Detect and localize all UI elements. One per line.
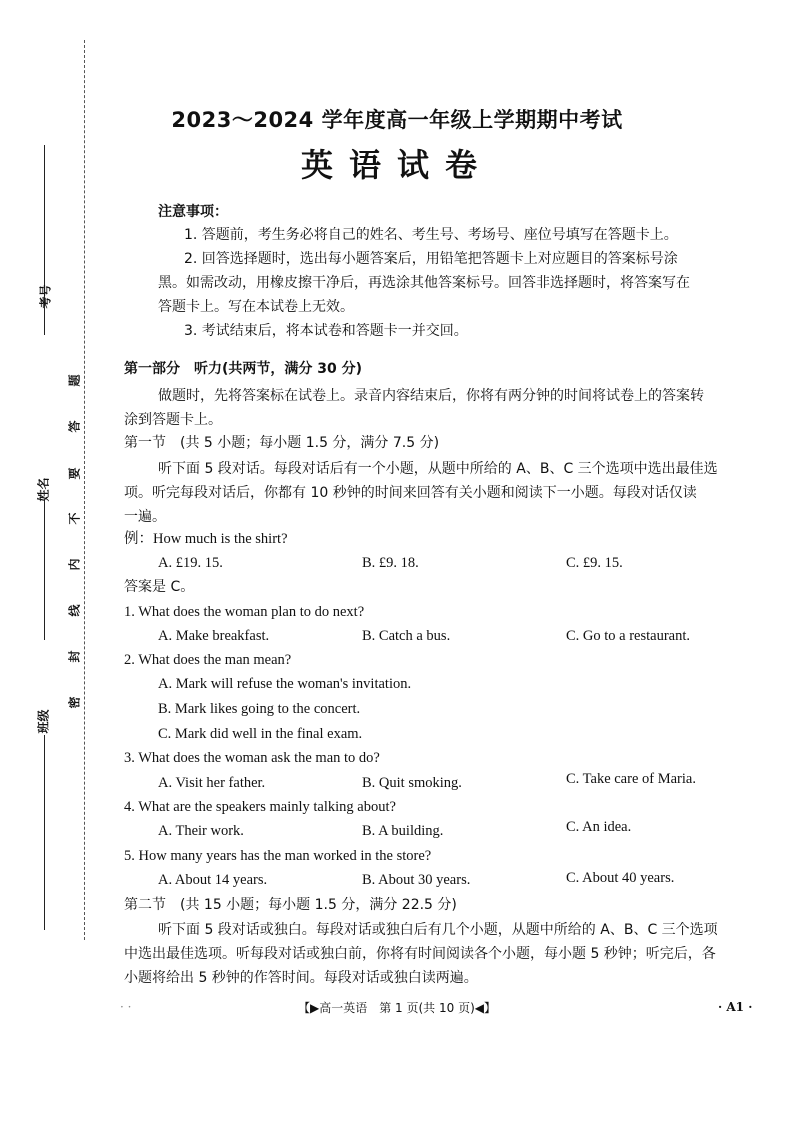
example-answer: 答案是 C。 [124,579,195,595]
seal-char: 答 [67,420,82,433]
binding-line-bottom [44,735,45,930]
question-4: 4. What are the speakers mainly talking about? [124,799,396,815]
example-question: 例：How much is the shirt? [124,531,288,547]
question-2-option-b: B. Mark likes going to the concert. [158,701,361,717]
question-1-option-c: C. Go to a restaurant. [566,628,691,644]
notes-heading: 注意事项： [158,204,228,220]
section2-intro-cont: 小题将给出 5 秒钟的作答时间。每段对话或独白读两遍。 [124,970,478,986]
xingming-label: 姓名 [36,477,51,502]
paper-code: · A1 · [718,1000,753,1014]
question-3-option-b: B. Quit smoking. [362,775,462,791]
section2-intro: 听下面 5 段对话或独白。每段对话或独白后有几个小题，从题中所给的 A、B、C 三个选项 [158,922,718,938]
question-2-option-a: A. Mark will refuse the woman's invitation. [158,676,412,692]
notes-item-2-cont: 黑。如需改动，用橡皮擦干净后，再选涂其他答案标号。回答非选择题时，将答案写在 [158,275,690,291]
question-2: 2. What does the man mean? [124,652,292,668]
notes-item-1: 1. 答题前，考生务必将自己的姓名、考生号、考场号、座位号填写在答题卡上。 [184,227,678,243]
part1-intro: 做题时，先将答案标在试卷上。录音内容结束后，你将有两分钟的时间将试卷上的答案转 [158,388,704,404]
notes-item-2-cont: 答题卡上。写在本试卷上无效。 [158,299,354,315]
section1-intro-cont: 一遍。 [124,509,166,525]
question-1: 1. What does the woman plan to do next? [124,604,365,620]
binding-line-middle [44,500,45,640]
exam-subject-title: 英语试卷 [300,146,493,184]
example-option-a: A. £19. 15. [158,555,223,571]
question-5-option-a: A. About 14 years. [158,872,268,888]
section1-intro-cont: 项。听完每段对话后，你都有 10 秒钟的时间来回答有关小题和阅读下一小题。每段对话仅读 [124,485,697,501]
question-1-option-a: A. Make breakfast. [158,628,270,644]
seal-char: 封 [67,650,82,663]
section1-intro: 听下面 5 段对话。每段对话后有一个小题，从题中所给的 A、B、C 三个选项中选出最佳选 [158,461,718,477]
notes-item-2: 2. 回答选择题时，选出每小题答案后，用铅笔把答题卡上对应题目的答案标号涂 [184,251,678,267]
kaohao-label: 考号 [38,284,53,309]
seal-char: 要 [67,467,82,480]
part1-intro-cont: 涂到答题卡上。 [124,412,222,428]
question-4-option-b: B. A building. [362,823,444,839]
question-3-option-c: C. Take care of Maria. [566,771,696,787]
question-4-option-c: C. An idea. [566,819,632,835]
section1-heading: 第一节 (共 5 小题；每小题 1.5 分，满分 7.5 分) [124,435,440,451]
footer-left-mark: · · [120,1000,132,1014]
question-3-option-a: A. Visit her father. [158,775,266,791]
page-footer: 【▶高一英语 第 1 页(共 10 页)◀】 [298,1001,496,1015]
part1-heading: 第一部分 听力(共两节，满分 30 分) [124,361,363,377]
question-5: 5. How many years has the man worked in the store? [124,848,432,864]
question-2-option-c: C. Mark did well in the final exam. [158,726,363,742]
seal-char: 题 [67,374,82,387]
question-5-option-b: B. About 30 years. [362,872,471,888]
seal-char: 不 [67,512,82,525]
seal-char: 密 [67,696,82,709]
exam-title: 2023～2024 学年度高一年级上学期期中考试 [171,108,623,132]
banji-label: 班级 [36,709,51,734]
section2-intro-cont: 中选出最佳选项。听每段对话或独白前，你将有时间阅读各个小题，每小题 5 秒钟；听完后，各 [124,946,716,962]
seal-char: 线 [67,604,82,617]
notes-item-3: 3. 考试结束后，将本试卷和答题卡一并交回。 [184,323,468,339]
question-3: 3. What does the woman ask the man to do? [124,750,380,766]
seal-char: 内 [67,558,82,571]
example-option-c: C. £9. 15. [566,555,623,571]
example-option-b: B. £9. 18. [362,555,419,571]
question-4-option-a: A. Their work. [158,823,244,839]
question-1-option-b: B. Catch a bus. [362,628,451,644]
question-5-option-c: C. About 40 years. [566,870,675,886]
section2-heading: 第二节 (共 15 小题；每小题 1.5 分，满分 22.5 分) [124,897,457,913]
